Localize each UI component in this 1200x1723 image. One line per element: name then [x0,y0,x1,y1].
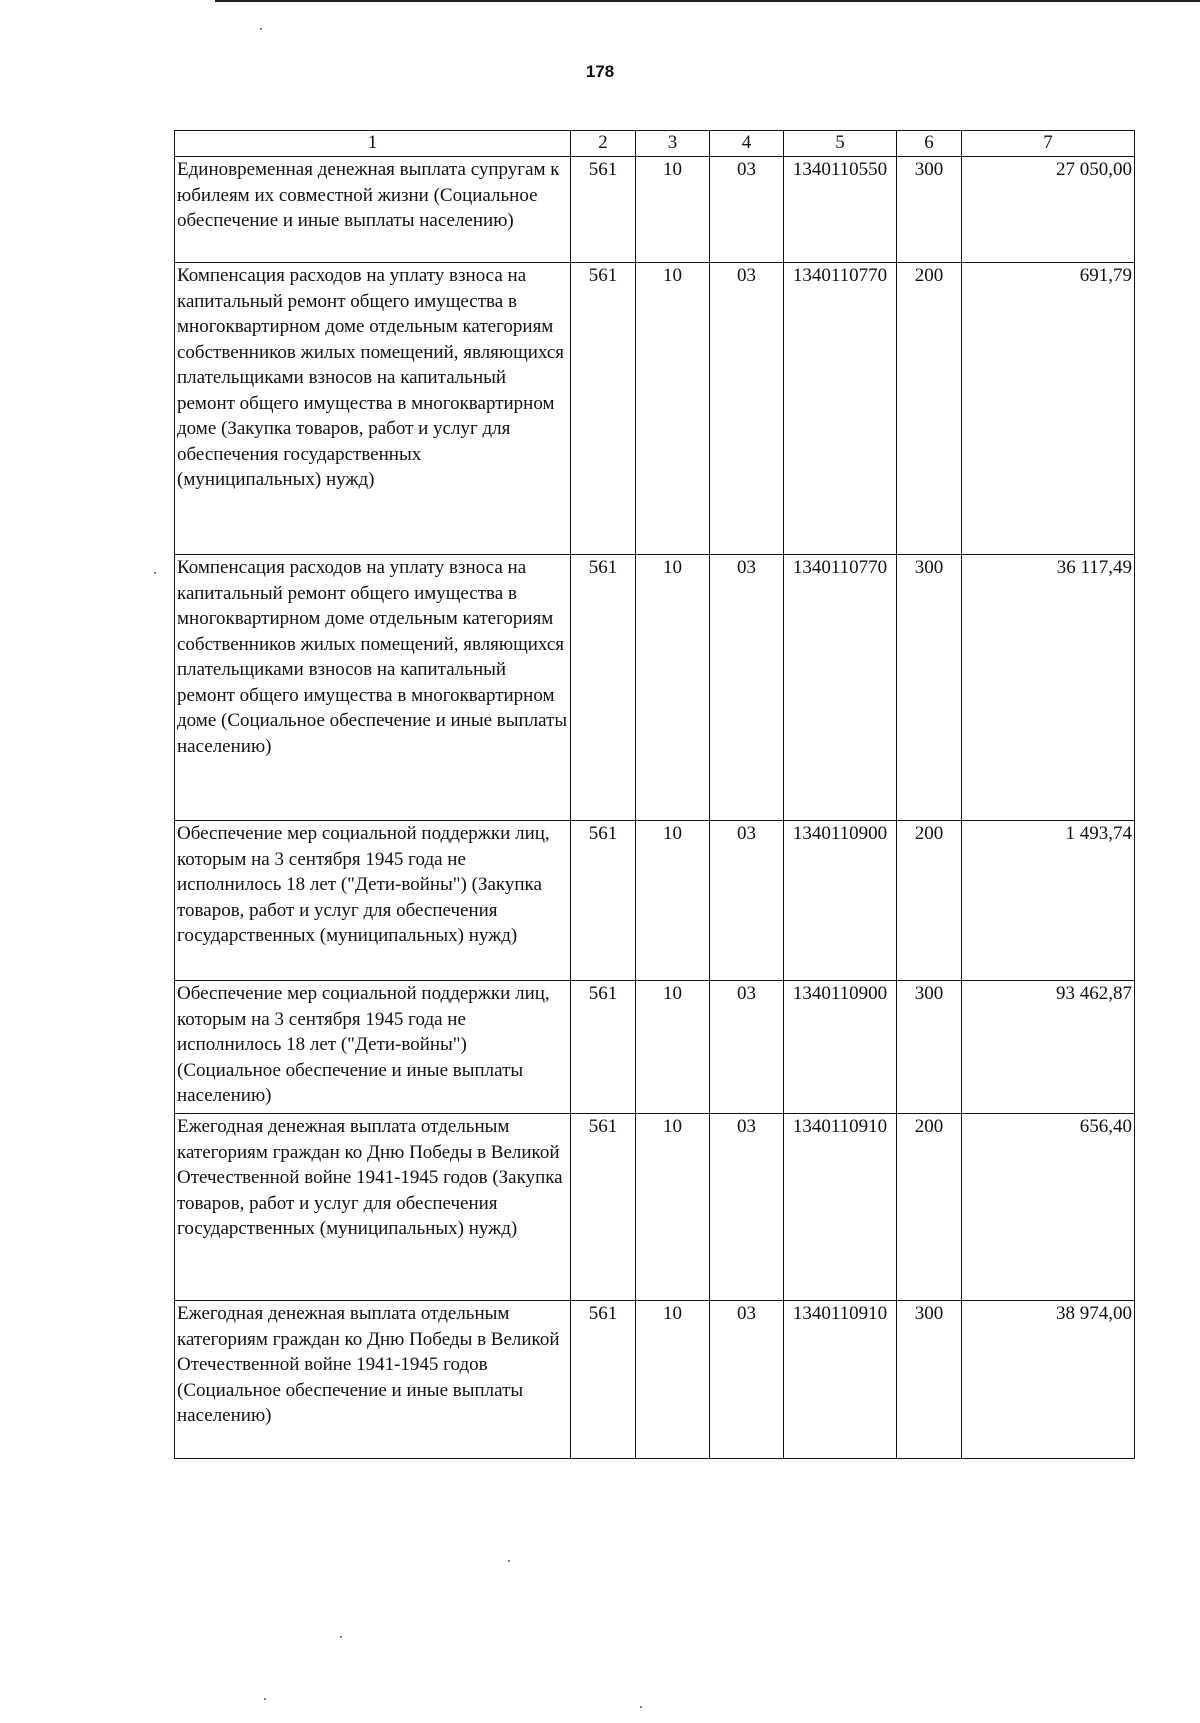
row-description: Обеспечение мер социальной поддержки лиц, которым на 3 сентября 1945 года не исполнилось 18 лет ("Дети-войны") (Закупка товаров, работ и услуг для обеспечения государственных (муниципальных) нужд) [175,821,571,981]
header-row [175,131,1135,157]
row-col-5: 1340110770 [784,263,897,555]
row-col-6: 300 [897,1301,962,1459]
row-col-4: 03 [710,1301,784,1459]
row-col-5: 1340110770 [784,555,897,821]
scan-speck [260,28,262,30]
row-amount: 691,79 [962,263,1135,555]
row-description: Компенсация расходов на уплату взноса на капитальный ремонт общего имущества в многоквартирном доме отдельным категориям собственников жилых помещений, являющихся плательщиками взносов на капитальный ремонт общего имущества в многоквартирном доме (Социальное обеспечение и иные выплаты населению) [175,555,571,821]
row-description: Компенсация расходов на уплату взноса на капитальный ремонт общего имущества в многоквартирном доме отдельным категориям собственников жилых помещений, являющихся плательщиками взносов на капитальный ремонт общего имущества в многоквартирном доме (Закупка товаров, работ и услуг для обеспечения государственных (муниципальных) нужд) [175,263,571,555]
page-number: 178 [585,62,615,81]
header-col-5: 5 [784,131,897,157]
scan-speck [508,1560,510,1562]
table-row [175,1301,1135,1459]
row-amount: 38 974,00 [962,1301,1135,1459]
row-col-3: 10 [636,263,710,555]
row-col-2: 561 [571,981,636,1114]
row-col-6: 300 [897,157,962,263]
header-col-2: 2 [571,131,636,157]
row-amount: 27 050,00 [962,157,1135,263]
row-description: Ежегодная денежная выплата отдельным категориям граждан ко Дню Победы в Великой Отечественной войне 1941-1945 годов (Социальное обеспечение и иные выплаты населению) [175,1301,571,1459]
row-description: Единовременная денежная выплата супругам к юбилеям их совместной жизни (Социальное обеспечение и иные выплаты населению) [175,157,571,263]
header-col-6: 6 [897,131,962,157]
row-amount: 93 462,87 [962,981,1135,1114]
row-col-4: 03 [710,157,784,263]
row-col-6: 200 [897,821,962,981]
row-col-2: 561 [571,821,636,981]
table-header [175,131,1135,157]
top-border-line [215,0,1200,2]
row-col-4: 03 [710,555,784,821]
row-col-5: 1340110900 [784,821,897,981]
row-col-2: 561 [571,1301,636,1459]
row-col-6: 300 [897,981,962,1114]
row-col-5: 1340110550 [784,157,897,263]
row-col-2: 561 [571,1114,636,1301]
row-col-3: 10 [636,555,710,821]
table-row [175,821,1135,981]
row-col-6: 200 [897,1114,962,1301]
scan-speck [264,1698,266,1700]
table-row [175,555,1135,821]
row-col-4: 03 [710,1114,784,1301]
row-col-3: 10 [636,1301,710,1459]
row-amount: 36 117,49 [962,555,1135,821]
row-col-3: 10 [636,821,710,981]
header-col-3: 3 [636,131,710,157]
row-col-5: 1340110900 [784,981,897,1114]
table-row [175,157,1135,263]
table-row [175,263,1135,555]
row-col-3: 10 [636,1114,710,1301]
row-col-3: 10 [636,981,710,1114]
row-amount: 656,40 [962,1114,1135,1301]
row-col-5: 1340110910 [784,1114,897,1301]
row-col-3: 10 [636,157,710,263]
header-col-7: 7 [962,131,1135,157]
table-row [175,1114,1135,1301]
row-description: Обеспечение мер социальной поддержки лиц, которым на 3 сентября 1945 года не исполнилось 18 лет ("Дети-войны") (Социальное обеспечение и иные выплаты населению) [175,981,571,1114]
row-col-2: 561 [571,555,636,821]
table-body [175,157,1135,1459]
row-amount: 1 493,74 [962,821,1135,981]
scan-speck [640,1706,642,1708]
row-col-4: 03 [710,821,784,981]
row-col-4: 03 [710,263,784,555]
row-col-2: 561 [571,263,636,555]
budget-table [174,130,1135,1459]
row-col-6: 200 [897,263,962,555]
row-col-5: 1340110910 [784,1301,897,1459]
table-row [175,981,1135,1114]
header-col-1: 1 [175,131,571,157]
row-col-4: 03 [710,981,784,1114]
scan-speck [340,1636,342,1638]
header-col-4: 4 [710,131,784,157]
scan-speck [154,572,156,574]
row-col-6: 300 [897,555,962,821]
row-description: Ежегодная денежная выплата отдельным категориям граждан ко Дню Победы в Великой Отечественной войне 1941-1945 годов (Закупка товаров, работ и услуг для обеспечения государственных (муниципальных) нужд) [175,1114,571,1301]
row-col-2: 561 [571,157,636,263]
